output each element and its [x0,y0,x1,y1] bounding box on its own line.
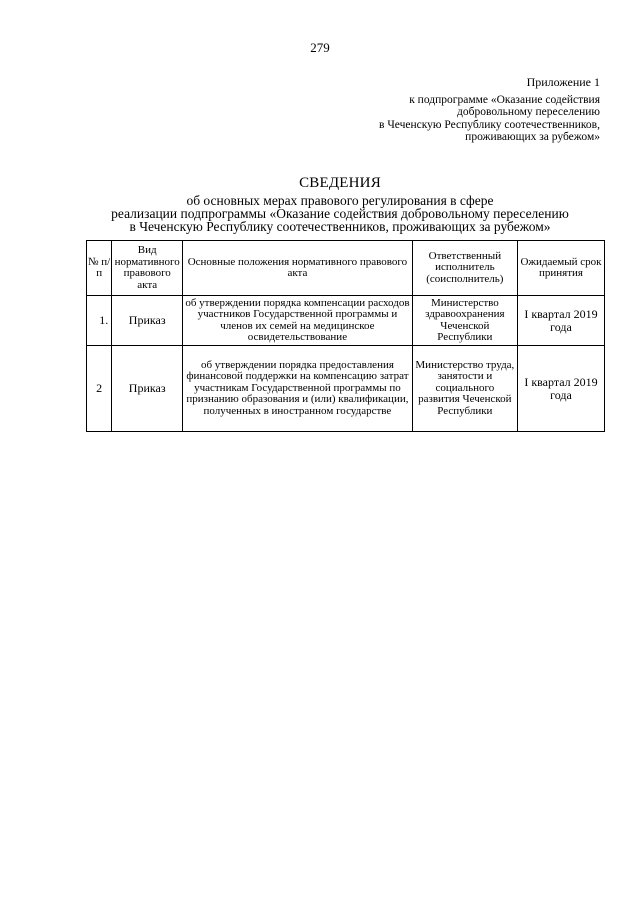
row-type: Приказ [112,296,183,346]
header-type: Вид нормативного правового акта [112,241,183,296]
header-executor: Ответственный исполнитель (соисполнитель) [412,241,517,296]
table-row [87,296,605,346]
row-executor: Министерство здравоохранения Чеченской Республики [412,296,517,346]
document-title: СВЕДЕНИЯ [299,175,381,191]
measures-table [86,240,605,432]
header-deadline: Ожидаемый срок принятия [517,241,604,296]
appendix-line: проживающих за рубежом» [465,131,600,143]
table-header-row [87,241,605,296]
row-type: Приказ [112,346,183,432]
appendix-line: к подпрограмме «Оказание содействия [409,93,600,106]
row-deadline: I квартал 2019 года [517,346,604,432]
document-heading [60,175,620,233]
document-subtitle-line: об основных мерах правового регулирования в сфере [186,193,494,208]
row-description: об утверждении порядка компенсации расходов участников Государственной программы и членов их семей на медицинское освидетельствование [183,296,413,346]
header-num: № п/п [87,241,112,296]
document-subtitle-line: в Чеченскую Республику соотечественников, проживающих за рубежом» [129,219,551,234]
appendix-title: Приложение 1 [526,75,600,89]
header-description: Основные положения нормативного правового акта [183,241,413,296]
row-executor: Министерство труда, занятости и социального развития Чеченской Республики [412,346,517,432]
appendix-block [379,76,600,144]
appendix-line: добровольному переселению [457,106,600,118]
document-subtitle-line: реализации подпрограммы «Оказание содействия добровольному переселению [111,206,569,221]
row-num: 1. [87,296,112,346]
row-num: 2 [87,346,112,432]
row-description: об утверждении порядка предоставления финансовой поддержки на компенсацию затрат участникам Государственной программы по признанию образования и (или) квалификации, полученных в иностранном государстве [183,346,413,432]
row-deadline: I квартал 2019 года [517,296,604,346]
appendix-line: в Чеченскую Республику соотечественников, [379,118,600,131]
page-number: 279 [310,40,330,55]
table-row [87,346,605,432]
